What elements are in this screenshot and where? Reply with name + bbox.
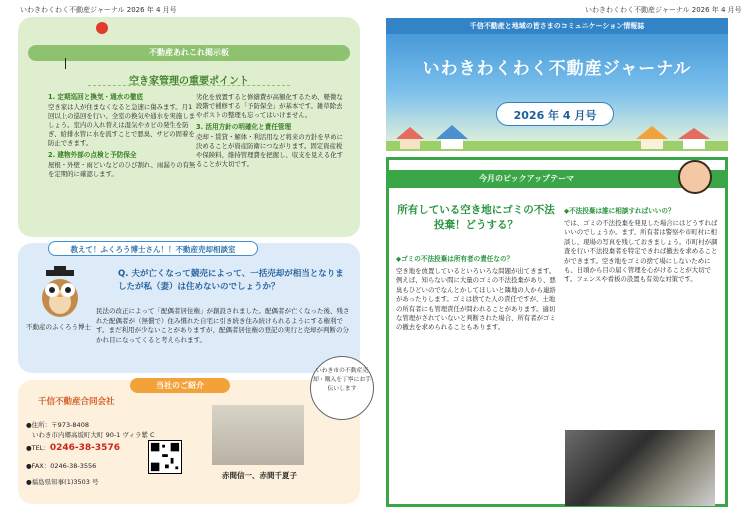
bulletin-board-panel <box>18 17 360 237</box>
article-headline: 所有している空き地にゴミの不法投棄！どうする？ <box>397 204 555 231</box>
board-column-right <box>196 93 346 172</box>
company-fax: ●FAX：0246-38-3556 <box>26 462 97 470</box>
qa-tab: 教えて！ふくろう博士さん！！不動産売却相談室 <box>48 241 258 256</box>
pickup-title: 今月のピックアップテーマ <box>389 170 725 188</box>
question-text: Q. 夫が亡くなって競売によって、一括売却が相当となりましたが私（妻）は住めないのでしょうか？ <box>118 269 344 292</box>
item-text: 劣化を放置すると修繕費が高額化するため、軽微な段階で補修する「予防保全」が基本です。雑草除去やポストの整理も忘ってはいけません。 <box>196 93 343 119</box>
text-cursor <box>65 58 66 69</box>
item-text: 空き家は人が住まなくなると急速に傷みます。月1回以上の巡回を行い、全室の換気や通水を実施しましょう。室内の入れ替えは湿気やカビの発生を防ぎ、給排水管に水を流すことで悪臭、サビの固着を防止できます。 <box>48 103 195 147</box>
section-heading-1: ◆ゴミの不法投棄は所有者の責任なの？ <box>396 255 514 263</box>
section-heading-2: ◆不法投棄は誰に相談すればいいの？ <box>564 207 675 215</box>
item-text: 売却・賃貸・解体・利活用など将来の方針を早めに決めることが資産防衛につながります。固定資産税や保険料、維持管理費を把握し、収支を見える化することが大切です。 <box>196 133 343 168</box>
item-heading: 1. 定期巡回と換気・通水の徹底 <box>48 93 144 101</box>
item-heading: 2. 建物外部の点検と予防保全 <box>48 151 137 159</box>
staff-names: 赤間信一、赤間千夏子 <box>222 471 297 480</box>
speech-bubble: いわき市の不動産売却・購入を丁寧にお手伝いします <box>310 356 374 420</box>
tel-number: 0246-38-3576 <box>49 443 120 453</box>
item-text: 屋根・外壁・雨どいなどのひび割れ、雨漏りの有無を定期的に確認します。 <box>48 161 196 178</box>
staff-photo <box>212 405 304 465</box>
pushpin-icon <box>96 22 108 34</box>
company-address: いわき市内郷高坂町大町 90-1 ヴィラ紫 C <box>32 431 155 439</box>
issue-badge: 2026 年 4 月号 <box>496 102 614 126</box>
woman-illustration <box>678 160 712 194</box>
company-tab: 当社のご紹介 <box>130 378 230 393</box>
board-column-left <box>48 93 198 182</box>
cover-tagline: 千信不動産と地域の皆さまのコミュニケーション情報誌 <box>386 18 728 34</box>
board-title: 不動産あれこれ掲示板 <box>149 48 229 57</box>
page-header-left: いわきわくわく不動産ジャーナル 2026 年 4 月号 <box>20 6 177 14</box>
article-body-1: 空き地を放置しているといろいろな問題が出てきます。例えば、知らない間に大量のゴミの不法投棄があり、悪臭もひどいのでなんとかしてほしいと隣地の人から連絡があったりします。ゴミは捨てた人の責任ですが、土地の所有者にも管理責任が問われることがあります。適切な管理がされていないと判断された場合、所有者がゴミの撤去を求められることもあります。 <box>396 267 556 332</box>
item-heading: 3. 活用方針の明確化と責任管理 <box>196 123 292 131</box>
owl-icon <box>36 266 84 318</box>
dumped-trash-photo <box>565 430 715 506</box>
article-body-2: では、ゴミの不法投棄を発見した場合にはどうすればいいのでしょうか。まず、所有者は警察や市町村に相談し、現場の写真を残しておきましょう。市町村が調査を行い不法投棄者を特定できれば撤去を求めることができます。空き地をゴミの捨て場にしないためにも、日頃から目の届く管理を心がけることが大切です。フェンスや看板の設置も有効な対策です。 <box>564 219 718 284</box>
houses-illustration <box>386 123 728 151</box>
cover-banner <box>386 18 728 151</box>
board-subtitle: 空き家管理の重要ポイント <box>129 76 249 87</box>
answer-text: 民法の改正によって「配偶者居住権」が創設されました。配偶者が亡くなった後、残された配偶者が（無償で）住み慣れた自宅に引き続き住み続けられるようにする権利です。まだ利用が少ないことがありますが、配偶者居住権の登記の実行と売却が判断の分かれ目になってくると考えられます。 <box>96 307 350 344</box>
company-address-label: ●住所：〒973-8408 <box>26 421 89 429</box>
company-license: ●福島県知事(1)3503 号 <box>26 478 99 486</box>
company-name: 千信不動産合同会社 <box>38 397 115 407</box>
qr-code-icon <box>148 440 182 474</box>
tel-label: ●TEL： <box>26 444 50 452</box>
subtitle-underline <box>88 85 290 86</box>
masthead-title: いわきわくわく不動産ジャーナル <box>422 59 692 79</box>
owl-caption: 不動産のふくろう博士 <box>26 323 91 331</box>
company-tel <box>26 443 120 453</box>
page-header-right: いわきわくわく不動産ジャーナル 2026 年 4 月号 <box>585 6 742 14</box>
board-title-bar <box>28 45 350 61</box>
